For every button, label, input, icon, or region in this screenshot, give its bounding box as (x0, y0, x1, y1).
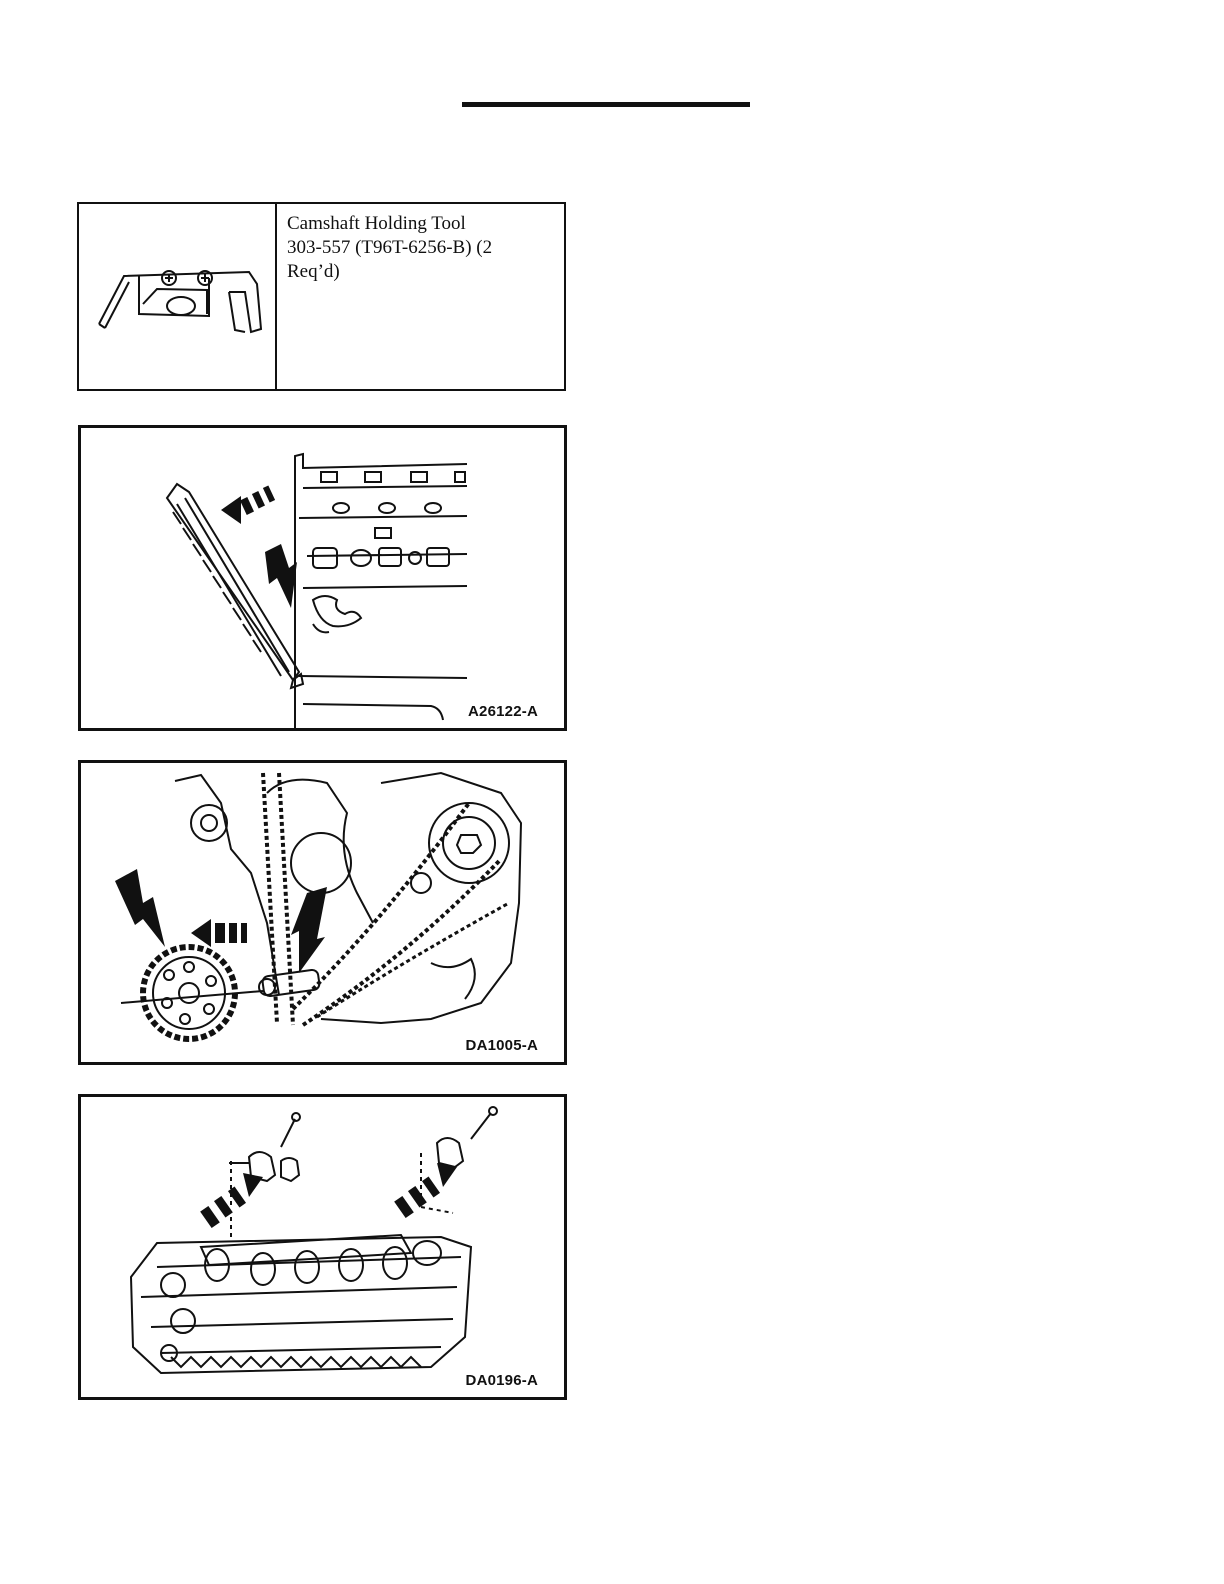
special-tool-table (77, 202, 566, 391)
figure-id-3: DA0196-A (465, 1372, 538, 1389)
figure-chain-guide-removal (78, 425, 567, 731)
tool-name: Camshaft Holding Tool (287, 213, 466, 234)
figure-camshaft-bearing-caps (78, 1094, 567, 1400)
tool-quantity: Req’d) (287, 261, 340, 282)
camshaft-holding-tool-illustration (79, 204, 277, 389)
tool-description (277, 204, 564, 389)
figure-timing-chain-sprocket (78, 760, 567, 1065)
figure-id-2: DA1005-A (465, 1037, 538, 1054)
header-rule (462, 102, 750, 107)
figure-id-1: A26122-A (468, 703, 538, 720)
tool-number: 303-557 (T96T-6256-B) (2 (287, 237, 493, 258)
